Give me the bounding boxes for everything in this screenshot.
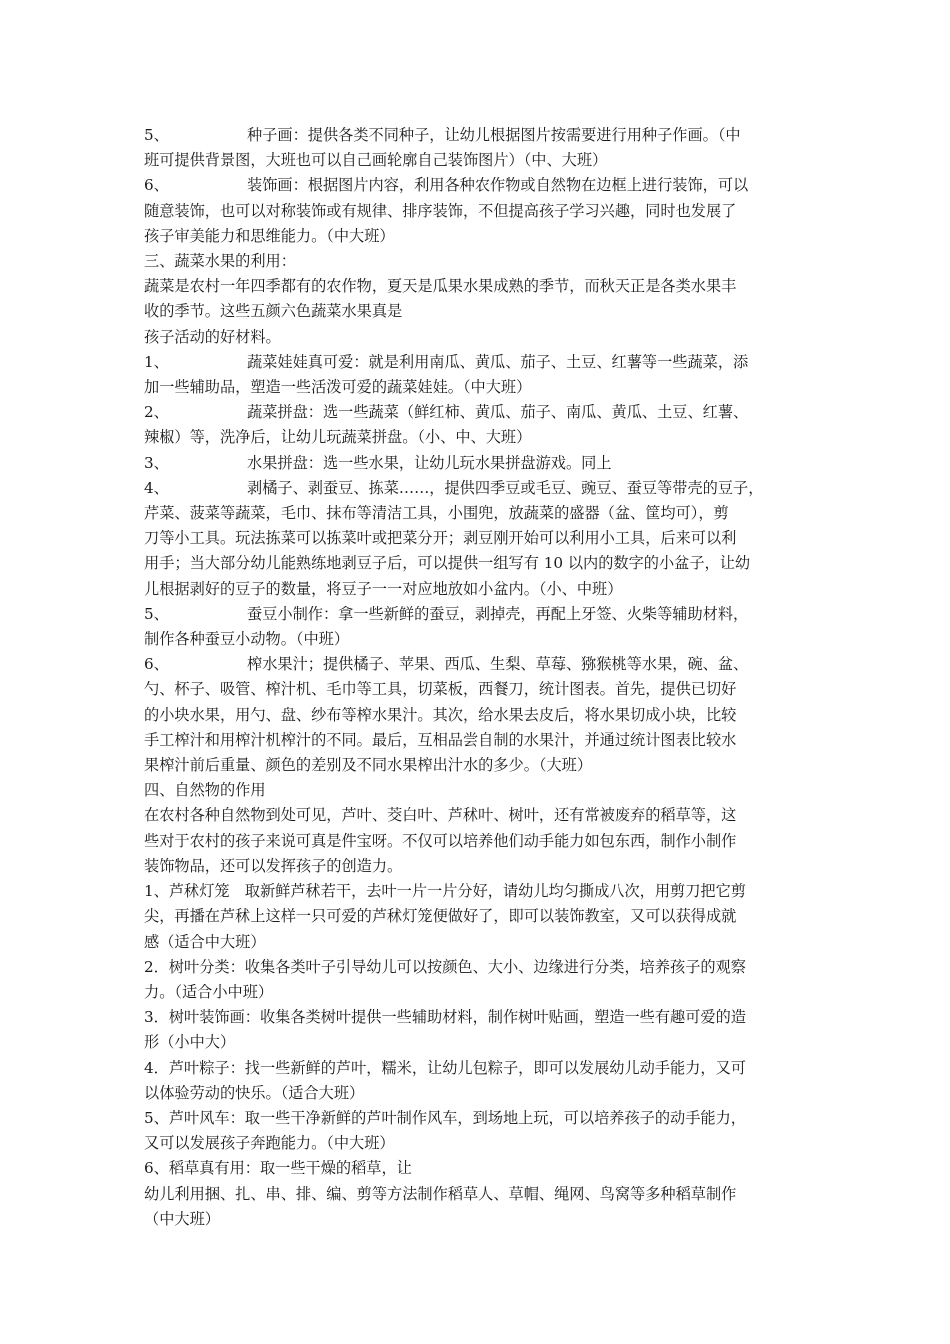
text-line (144, 199, 824, 224)
text-line (144, 123, 824, 148)
line-text: 些对于农村的孩子来说可真是件宝呀。不仅可以培养他们动手能力如包东西，制作小制作 (144, 831, 737, 850)
line-text: 果榨汁前后重量、颜色的差别及不同水果榨出汁水的多少。（大班） (144, 756, 593, 775)
line-text: 的小块水果，用勺、盘、纱布等榨水果汁。其次，给水果去皮后，将水果切成小块，比较 (144, 705, 737, 724)
line-text: 装饰画：根据图片内容，利用各种农作物或自然物在边框上进行装饰，可以 (247, 176, 749, 195)
line-text: 加一些辅助品，塑造一些活泼可爱的蔬菜娃娃。（中大班） (144, 378, 532, 397)
text-line (144, 753, 824, 778)
text-line (144, 602, 824, 627)
item-number: 5、 (144, 604, 169, 623)
text-line (144, 652, 824, 677)
line-text: 力。（适合小中班） (144, 982, 274, 1001)
document-body (144, 123, 824, 1232)
line-text: 水果拼盘：选一些水果，让幼儿玩水果拼盘游戏。同上 (247, 453, 612, 472)
text-line (144, 375, 824, 400)
line-text: 感（适合中大班） (144, 932, 266, 951)
item-number: 3、 (144, 453, 169, 472)
line-text: 3．树叶装饰画：收集各类树叶提供一些辅助材料，制作树叶贴画，塑造一些有趣可爱的造 (144, 1008, 746, 1027)
text-line (144, 274, 824, 299)
text-line (144, 1106, 824, 1131)
item-number: 6、 (144, 655, 169, 674)
line-text: 手工榨汁和用榨汁机榨汁的不同。最后，互相品尝自制的水果汁，并通过统计图表比较水 (144, 730, 737, 749)
text-line (144, 829, 824, 854)
line-text: 装饰物品，还可以发挥孩子的创造力。 (144, 856, 403, 875)
text-line (144, 677, 824, 702)
line-text: 6、稻草真有用：取一些干燥的稻草，让 (144, 1159, 412, 1178)
line-text: 勺、杯子、吸管、榨汁机、毛巾等工具，切菜板，西餐刀，统计图表。首先，提供已切好 (144, 680, 737, 699)
text-line (144, 980, 824, 1005)
line-text: 随意装饰，也可以对称装饰或有规律、排序装饰，不但提高孩子学习兴趣，同时也发展了 (144, 201, 737, 220)
item-number: 5、 (144, 126, 169, 144)
text-line (144, 803, 824, 828)
line-text: 孩子审美能力和思维能力。（中大班） (144, 226, 395, 245)
text-line (144, 1030, 824, 1055)
line-text: 用手；当大部分幼儿能熟练地剥豆子后，可以提供一组写有 10 以内的数字的小盆子，让幼 (144, 554, 751, 573)
line-text: 蔬菜是农村一年四季都有的农作物，夏天是瓜果水果成熟的季节，而秋天正是各类水果丰 (144, 277, 737, 296)
text-line (144, 249, 824, 274)
item-number: 2、 (144, 403, 169, 422)
line-text: 三、蔬菜水果的利用： (144, 252, 296, 271)
text-line (144, 728, 824, 753)
line-text: 刀等小工具。玩法拣菜可以拣菜叶或把菜分开；剥豆刚开始可以利用小工具，后来可以利 (144, 529, 737, 548)
text-line (144, 703, 824, 728)
text-line (144, 148, 824, 173)
text-line (144, 955, 824, 980)
line-text: 孩子活动的好材料。 (144, 327, 281, 346)
text-line (144, 173, 824, 198)
line-text: 剥橘子、剥蚕豆、拣菜……，提供四季豆或毛豆、豌豆、蚕豆等带壳的豆子， (247, 478, 764, 497)
text-line (144, 1056, 824, 1081)
text-line (144, 299, 824, 324)
line-text: 5、芦叶风车：取一些干净新鲜的芦叶制作风车，到场地上玩，可以培养孩子的动手能力， (144, 1108, 746, 1127)
text-line (144, 1182, 824, 1207)
line-text: 蔬菜娃娃真可爱：就是利用南瓜、黄瓜、茄子、土豆、红薯等一些蔬菜，添 (247, 352, 749, 371)
line-text: 芹菜、菠菜等蔬菜，毛巾、抹布等清洁工具，小围兜，放蔬菜的盛器（盆、筐均可），剪 (144, 504, 729, 523)
line-text: 以体验劳动的快乐。（适合大班） (144, 1083, 365, 1102)
text-line (144, 1081, 824, 1106)
line-text: 榨水果汁；提供橘子、苹果、西瓜、生梨、草莓、猕猴桃等水果，碗、盆、 (247, 655, 749, 674)
line-text: 1、芦秫灯笼 取新鲜芦秫若干，去叶一片一片分好，请幼儿均匀撕成八次，用剪刀把它剪 (144, 882, 746, 901)
line-text: 形（小中大） (144, 1033, 236, 1052)
text-line (144, 577, 824, 602)
text-line (144, 501, 824, 526)
text-line (144, 627, 824, 652)
text-line (144, 778, 824, 803)
text-line (144, 1207, 824, 1232)
text-line (144, 854, 824, 879)
line-text: 在农村各种自然物到处可见，芦叶、茭白叶、芦秫叶、树叶，还有常被废弃的稻草等，这 (144, 806, 737, 825)
text-line (144, 1005, 824, 1030)
line-text: 班可提供背景图，大班也可以自己画轮廓自己装饰图片）（中、大班） (144, 151, 608, 170)
line-text: 尖，再播在芦秫上这样一只可爱的芦秫灯笼便做好了，即可以装饰教室，又可以获得成就 (144, 907, 737, 926)
text-line (144, 551, 824, 576)
line-text: 儿根据剥好的豆子的数量，将豆子一一对应地放如小盆内。（小、中班） (144, 579, 623, 598)
line-text: （中大班） (144, 1209, 220, 1228)
line-text: 蔬菜拼盘：选一些蔬菜（鲜红柿、黄瓜、茄子、南瓜、黄瓜、土豆、红薯、 (247, 403, 749, 422)
line-text: 4．芦叶粽子：找一些新鲜的芦叶，糯米，让幼儿包粽子，即可以发展幼儿动手能力，又可 (144, 1058, 746, 1077)
text-line (144, 425, 824, 450)
text-line (144, 879, 824, 904)
line-text: 收的季节。这些五颜六色蔬菜水果真是 (144, 302, 403, 321)
text-line (144, 325, 824, 350)
line-text: 制作各种蚕豆小动物。（中班） (144, 630, 350, 649)
text-line (144, 930, 824, 955)
line-text: 种子画：提供各类不同种子，让幼儿根据图片按需要进行用种子作画。（中 (247, 126, 741, 144)
line-text: 四、自然物的作用 (144, 781, 266, 800)
item-number: 1、 (144, 352, 169, 371)
item-number: 6、 (144, 176, 169, 195)
text-line (144, 526, 824, 551)
text-line (144, 451, 824, 476)
text-line (144, 904, 824, 929)
line-text: 辣椒）等，洗净后，让幼儿玩蔬菜拼盘。（小、中、大班） (144, 428, 532, 447)
line-text: 幼儿利用捆、扎、串、排、编、剪等方法制作稻草人、草帽、绳网、鸟窝等多种稻草制作 (144, 1184, 737, 1203)
text-line (144, 476, 824, 501)
text-line (144, 224, 824, 249)
text-line (144, 400, 824, 425)
line-text: 2．树叶分类：收集各类叶子引导幼儿可以按颜色、大小、边缘进行分类，培养孩子的观察 (144, 957, 746, 976)
line-text: 又可以发展孩子奔跑能力。（中大班） (144, 1134, 395, 1153)
text-line (144, 1131, 824, 1156)
line-text: 蚕豆小制作：拿一些新鲜的蚕豆，剥掉壳，再配上牙签、火柴等辅助材料， (247, 604, 749, 623)
text-line (144, 1156, 824, 1181)
item-number: 4、 (144, 478, 169, 497)
text-line (144, 350, 824, 375)
